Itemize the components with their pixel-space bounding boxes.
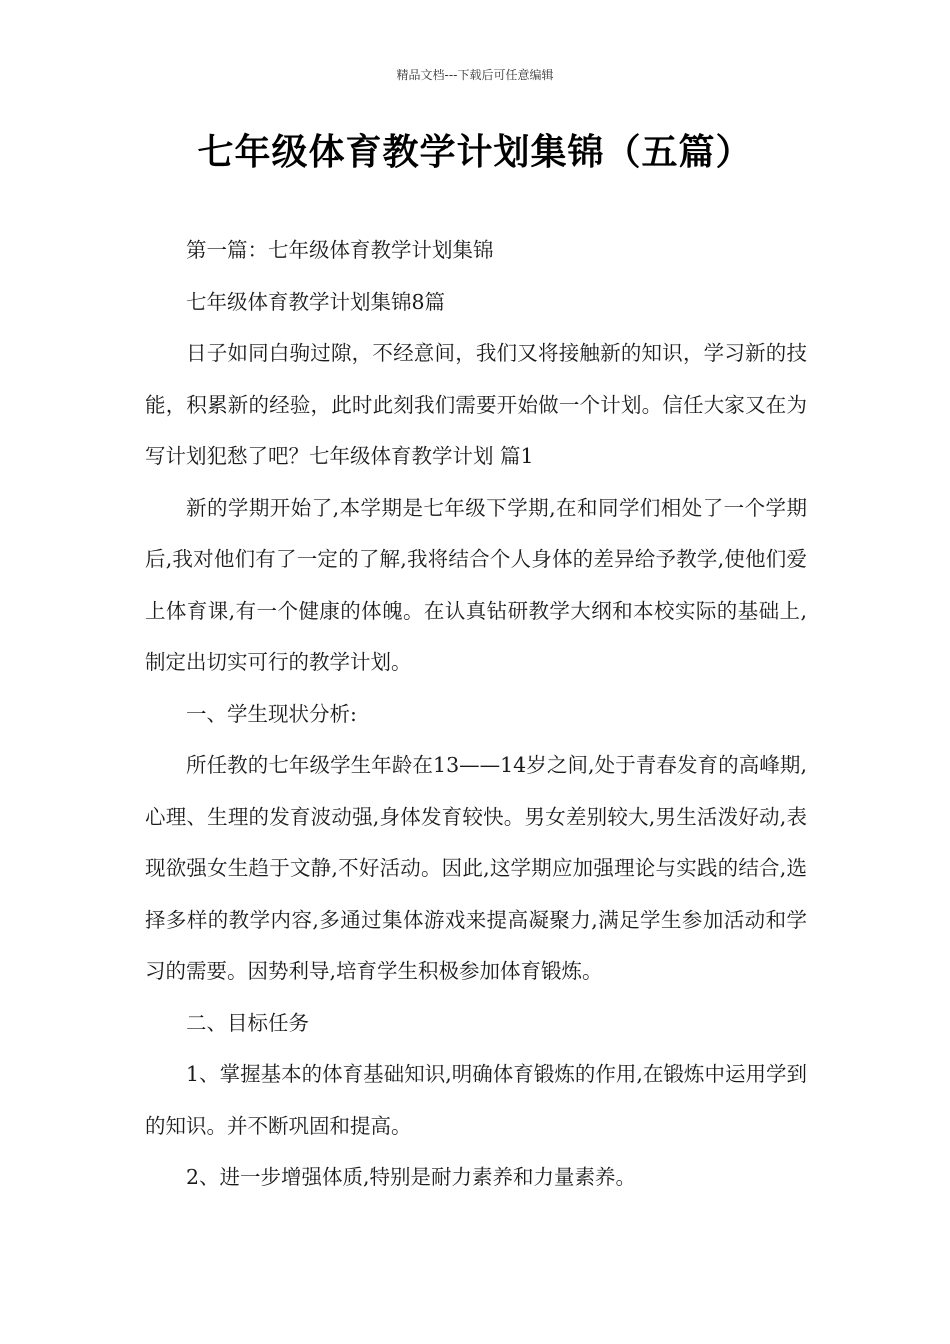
semester-paragraph: 新的学期开始了,本学期是七年级下学期,在和同学们相处了一个学期后,我对他们有了一定的了解,我将结合个人身体的差异给予教学,使他们爱上体育课,有一个健康的体魄。在认真钻研教学大纲和本校实际的基础上,制定出切实可行的教学计划。 xyxy=(145,495,807,674)
goal-item-1: 1、掌握基本的体育基础知识,明确体育锻炼的作用,在锻炼中运用学到的知识。并不断巩固和提高。 xyxy=(145,1062,807,1138)
section-heading-goals: 二、目标任务 xyxy=(186,1010,309,1035)
student-analysis-paragraph: 所任教的七年级学生年龄在13——14岁之间,处于青春发育的高峰期,心理、生理的发育波动强,身体发育较快。男女差别较大,男生活泼好动,表现欲强女生趋于文静,不好活动。因此,这学期应加强理论与实践的结合,选择多样的教学内容,多通过集体游戏来提高凝聚力,满足学生参加活动和学习的需要。因势利导,培育学生积极参加体育锻炼。 xyxy=(145,753,807,983)
goal-item-2: 2、进一步增强体质,特别是耐力素养和力量素养。 xyxy=(186,1165,637,1189)
document-title: 七年级体育教学计划集锦（五篇） xyxy=(197,132,753,173)
section-heading-student-analysis: 一、学生现状分析: xyxy=(186,701,357,726)
intro-paragraph: 日子如同白驹过隙，不经意间，我们又将接触新的知识，学习新的技能，积累新的经验，此时此刻我们需要开始做一个计划。信任大家又在为写计划犯愁了吧？七年级体育教学计划 篇1 xyxy=(145,341,807,468)
document-body xyxy=(145,225,807,1204)
page-header-note: 精品文档---下载后可任意编辑 xyxy=(396,68,554,82)
subtitle-line: 七年级体育教学计划集锦8篇 xyxy=(186,289,446,314)
section-heading-part-one: 第一篇：七年级体育教学计划集锦 xyxy=(186,238,494,262)
